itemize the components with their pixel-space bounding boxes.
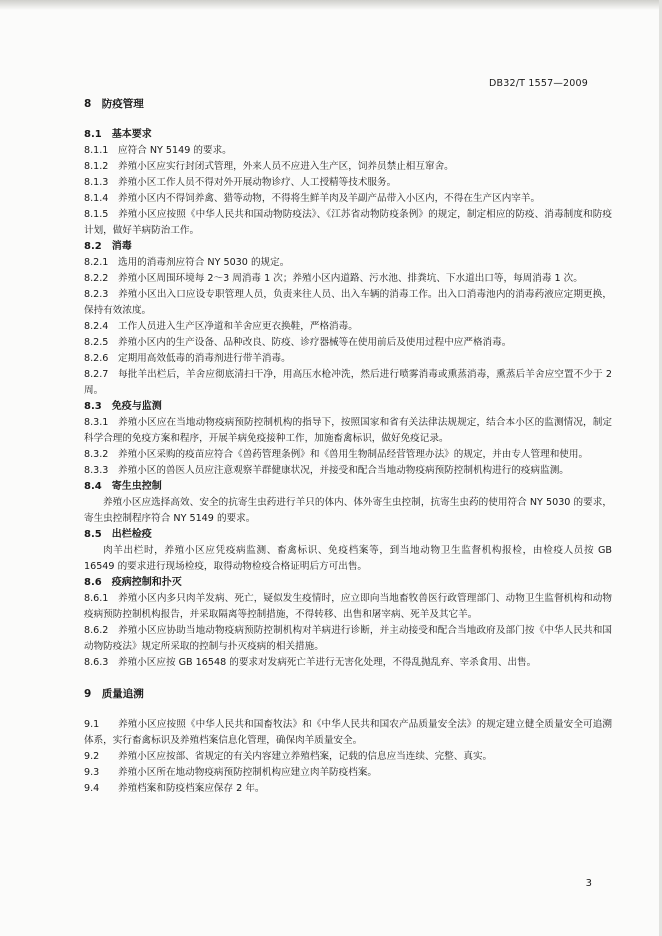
section-8-5-heading: 8.5 出栏检疫	[84, 529, 152, 540]
clause-9-3: 9.3 养殖小区所在地动物疫病预防控制机构应建立肉羊防疫档案。	[84, 767, 378, 778]
section-8-5-text: 肉羊出栏时，养殖小区应凭疫病监测、畜禽标识、免疫档案等，到当地动物卫生监督机构报检，由检疫人员按 GB 16549 的要求进行现场检疫，取得动物检疫合格证明后方可出售。	[84, 545, 612, 572]
clause-8-1-1: 8.1.1 应符合 NY 5149 的要求。	[84, 145, 232, 156]
clause-8-3-2: 8.3.2 养殖小区采购的疫苗应符合《兽药管理条例》和《兽用生物制品经营管理办法》的规定，并由专人管理和使用。	[84, 449, 589, 460]
clause-8-6-2: 8.6.2 养殖小区应协助当地动物疫病预防控制机构对羊病进行诊断，并主动接受和配合当地政府及部门按《中华人民共和国动物防疫法》规定所采取的控制与扑灭疫病的相关措施。	[84, 625, 612, 652]
clause-8-2-3: 8.2.3 养殖小区出入口应设专职管理人员，负责来往人员、出入车辆的消毒工作。出入口消毒池内的消毒药液应定期更换，保持有效浓度。	[84, 289, 612, 316]
clause-8-1-5: 8.1.5 养殖小区应按照《中华人民共和国动物防疫法》、《江苏省动物防疫条例》的规定，制定相应的防疫、消毒制度和防疫计划，做好羊病防治工作。	[84, 209, 612, 236]
clause-8-6-3: 8.6.3 养殖小区应按 GB 16548 的要求对发病死亡羊进行无害化处理，不得乱抛乱弃、宰杀食用、出售。	[84, 657, 537, 668]
clause-8-6-1: 8.6.1 养殖小区内多只肉羊发病、死亡，疑似发生疫情时，应立即向当地畜牧兽医行政管理部门、动物卫生监督机构和动物疫病预防控制机构报告，并采取隔离等控制措施，不得转移、出售和屠宰病、死羊及其它羊。	[84, 593, 612, 620]
clause-8-2-7: 8.2.7 每批羊出栏后，羊舍应彻底清扫干净，用高压水枪冲洗，然后进行喷雾消毒或熏蒸消毒，熏蒸后羊舍应空置不少于 2 周。	[84, 369, 612, 396]
section-8-1-heading: 8.1 基本要求	[84, 129, 152, 140]
section-8-6-heading: 8.6 疫病控制和扑灭	[84, 577, 182, 588]
page-number: 3	[585, 878, 592, 889]
clause-8-1-2: 8.1.2 养殖小区应实行封闭式管理，外来人员不应进入生产区，饲养员禁止相互窜舍。	[84, 161, 454, 172]
section-9-heading: 9 质量追溯	[84, 688, 144, 700]
section-8-2-heading: 8.2 消毒	[84, 241, 132, 252]
clause-8-3-3: 8.3.3 养殖小区的兽医人员应注意观察羊群健康状况，并接受和配合当地动物疫病预防控制机构进行的疫病监测。	[84, 465, 569, 476]
clause-8-2-4: 8.2.4 工作人员进入生产区净道和羊舍应更衣换鞋，严格消毒。	[84, 321, 358, 332]
clause-8-2-6: 8.2.6 定期用高效低毒的消毒剂进行带羊消毒。	[84, 353, 291, 364]
clause-8-1-3: 8.1.3 养殖小区工作人员不得对外开展动物诊疗、人工授精等技术服务。	[84, 177, 397, 188]
scan-top-shadow	[0, 0, 662, 10]
document-code: DB32/T 1557—2009	[489, 78, 588, 89]
section-8-4-text: 养殖小区应选择高效、安全的抗寄生虫药进行羊只的体内、体外寄生虫控制，抗寄生虫药的使用符合 NY 5030 的要求，寄生虫控制程序符合 NY 5149 的要求。	[84, 497, 612, 524]
section-8-heading: 8 防疫管理	[84, 98, 144, 110]
clause-8-2-2: 8.2.2 养殖小区周围环境每 2～3 周消毒 1 次；养殖小区内道路、污水池、排粪坑、下水道出口等，每周消毒 1 次。	[84, 273, 583, 284]
clause-9-1: 9.1 养殖小区应按照《中华人民共和国畜牧法》和《中华人民共和国农产品质量安全法》的规定建立健全质量安全可追溯体系，实行畜禽标识及养殖档案信息化管理，确保肉羊质量安全。	[84, 719, 612, 746]
main-content	[84, 96, 612, 797]
section-8-4-heading: 8.4 寄生虫控制	[84, 481, 162, 492]
clause-8-3-1: 8.3.1 养殖小区应在当地动物疫病预防控制机构的指导下，按照国家和省有关法律法规规定，结合本小区的监测情况，制定科学合理的免疫方案和程序，开展羊病免疫接种工作，加施畜禽标识，做好免疫记录。	[84, 417, 612, 444]
clause-9-2: 9.2 养殖小区应按部、省规定的有关内容建立养殖档案，记载的信息应当连续、完整、真实。	[84, 751, 493, 762]
clause-8-2-1: 8.2.1 选用的消毒剂应符合 NY 5030 的规定。	[84, 257, 290, 268]
clause-9-4: 9.4 养殖档案和防疫档案应保存 2 年。	[84, 783, 265, 794]
clause-8-2-5: 8.2.5 养殖小区内的生产设备、品种改良、防疫、诊疗器械等在使用前后及使用过程中应严格消毒。	[84, 337, 512, 348]
clause-8-1-4: 8.1.4 养殖小区内不得饲养禽、猎等动物，不得将生鲜羊肉及羊副产品带入小区内，不得在生产区内宰羊。	[84, 193, 541, 204]
section-8-3-heading: 8.3 免疫与监测	[84, 401, 162, 412]
